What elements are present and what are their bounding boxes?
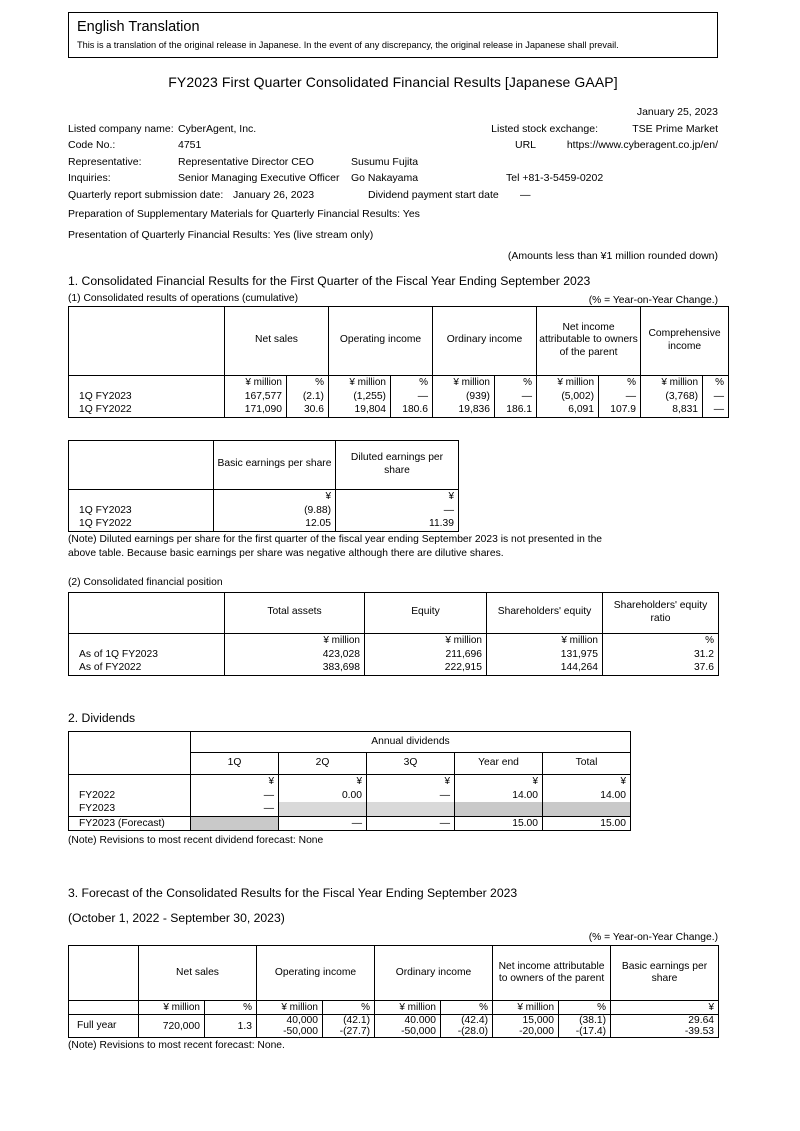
supplementary-materials: Preparation of Supplementary Materials for Quarterly Financial Results: Yes: [68, 208, 420, 220]
table-header-row-quarters: [69, 753, 631, 775]
row-label: FY2023 (Forecast): [69, 816, 191, 830]
row-label: FY2022: [69, 788, 191, 802]
section1-yoy-note: (% = Year-on-Year Change.): [588, 294, 718, 306]
eps-note-line2: above table. Because basic earnings per share was negative although there are dilutive shares.: [68, 548, 504, 559]
url-value[interactable]: https://www.cyberagent.co.jp/en/: [566, 139, 718, 151]
header-operating-income: Operating income: [257, 946, 375, 1001]
cell-net-income-pct: 107.9: [599, 403, 641, 417]
unit-pct-net-income: %: [599, 375, 641, 389]
header-ordinary-income: Ordinary income: [433, 306, 537, 375]
cell-operating-income: 19,804: [329, 403, 391, 417]
unit-yen-operating: ¥ million: [257, 1001, 323, 1015]
row-label: 1Q FY2023: [69, 503, 214, 517]
cell-year-end: 15.00: [455, 816, 543, 830]
cell-q3: —: [367, 788, 455, 802]
representative-title: Representative Director CEO: [178, 155, 314, 168]
header-q3: 3Q: [367, 753, 455, 775]
cell-operating-income-high: -50,000: [283, 1026, 318, 1037]
forecast-note: (Note) Revisions to most recent forecast: None.: [68, 1040, 285, 1051]
cell-equity-ratio: 31.2: [603, 647, 719, 661]
cell-basic-eps-high: -39.53: [684, 1026, 715, 1037]
cell-operating-income-low: 40,000: [286, 1015, 318, 1026]
header-annual-dividends: Annual dividends: [191, 731, 631, 753]
unit-yen-net-income: ¥ million: [537, 375, 599, 389]
table-row: [69, 802, 631, 816]
banner-title: English Translation: [77, 19, 200, 35]
cell-q1: —: [191, 788, 279, 802]
company-label: Listed company name:: [68, 122, 174, 135]
cell-comprehensive: 8,831: [641, 403, 703, 417]
corner-cell: [69, 306, 225, 375]
table-row: [69, 403, 729, 417]
cell-net-sales-pct: 1.3: [205, 1015, 257, 1038]
unit-pct-operating: %: [323, 1001, 375, 1015]
row-label: Full year: [69, 1015, 139, 1038]
results-of-operations-table: [68, 306, 729, 418]
table-row: [69, 816, 631, 830]
exchange-value: TSE Prime Market: [632, 122, 718, 135]
unit-pct-net-income: %: [559, 1001, 611, 1015]
header-net-income-parent: Net income attributable to owners of the parent: [537, 306, 641, 375]
row-label: As of FY2022: [69, 661, 225, 675]
english-translation-banner: [68, 12, 718, 58]
cell-shareholders-equity: 131,975: [487, 647, 603, 661]
dividends-note: (Note) Revisions to most recent dividend forecast: None: [68, 834, 324, 846]
table-row: [69, 503, 459, 517]
unit-pct-comprehensive: %: [703, 375, 729, 389]
company-value: CyberAgent, Inc.: [178, 122, 257, 135]
table-header-row: [69, 306, 729, 375]
cell-ordinary-income: 19,836: [433, 403, 495, 417]
meta-row-code: [68, 137, 718, 154]
table-row: [69, 517, 459, 531]
cell-ordinary-income-high: -50,000: [401, 1026, 436, 1037]
section2-heading: 2. Dividends: [68, 710, 136, 725]
cell-total: 15.00: [543, 816, 631, 830]
section1-sub2: (2) Consolidated financial position: [68, 576, 223, 588]
cell-comprehensive-pct: —: [703, 389, 729, 403]
header-shareholders-equity: Shareholders' equity: [487, 592, 603, 633]
cell-operating-income-pct: 180.6: [391, 403, 433, 417]
meta-row-representative: [68, 154, 718, 171]
cell-q1: —: [191, 802, 279, 816]
section3-yoy-note: (% = Year-on-Year Change.): [588, 932, 718, 943]
dividends-table: [68, 731, 631, 831]
row-label: 1Q FY2022: [69, 403, 225, 417]
dividend-start-label: Dividend payment start date: [368, 188, 499, 201]
cell-operating-income-pct: —: [391, 389, 433, 403]
cell-year-end: 14.00: [455, 788, 543, 802]
header-meta: [68, 104, 718, 265]
cell-diluted-eps: 11.39: [336, 517, 459, 531]
table-row: [69, 647, 719, 661]
units-blank: [69, 489, 214, 503]
units-row: [69, 774, 631, 788]
unit-yen-year-end: ¥: [455, 774, 543, 788]
unit-yen-operating: ¥ million: [329, 375, 391, 389]
code-value: 4751: [178, 139, 202, 151]
cell-total-shaded: [543, 802, 631, 816]
cell-comprehensive: (3,768): [641, 389, 703, 403]
unit-pct-ordinary: %: [441, 1001, 493, 1015]
unit-yen-se: ¥ million: [487, 633, 603, 647]
corner-cell: [69, 592, 225, 633]
cell-equity: 211,696: [365, 647, 487, 661]
cell-basic-eps-low: 29.64: [688, 1015, 715, 1026]
header-net-sales: Net sales: [225, 306, 329, 375]
header-shareholders-equity-ratio: Shareholders' equity ratio: [603, 592, 719, 633]
row-label: As of 1Q FY2023: [69, 647, 225, 661]
cell-net-sales: 720,000: [139, 1015, 205, 1038]
cell-total: 14.00: [543, 788, 631, 802]
cell-ordinary-income-pct-high: -(28.0): [457, 1026, 489, 1037]
meta-row-inquiries: [68, 170, 718, 187]
cell-q2: 0.00: [279, 788, 367, 802]
row-label: 1Q FY2023: [69, 389, 225, 403]
cell-operating-income-pct-high: -(27.7): [339, 1026, 370, 1037]
units-row: [69, 375, 729, 389]
representative-label: Representative:: [68, 155, 142, 168]
inquiries-name: Go Nakayama: [351, 172, 419, 184]
release-date: January 25, 2023: [636, 106, 718, 118]
cell-net-income-pct: —: [599, 389, 641, 403]
cell-net-income-high: -20,000: [519, 1026, 555, 1037]
cell-shareholders-equity: 144,264: [487, 661, 603, 675]
unit-yen-net-sales: ¥ million: [139, 1001, 205, 1015]
cell-net-sales-pct: 30.6: [287, 403, 329, 417]
unit-yen-net-income: ¥ million: [493, 1001, 559, 1015]
cell-net-income-pct-high: -(17.4): [575, 1026, 607, 1037]
units-blank: [69, 774, 191, 788]
section3-period: (October 1, 2022 - September 30, 2023): [68, 911, 285, 925]
cell-operating-income-pct: [323, 1015, 375, 1038]
cell-ordinary-income-pct-low: (42.4): [461, 1015, 489, 1026]
cell-q2: —: [279, 816, 367, 830]
banner-subtitle: This is a translation of the original release in Japanese. In the event of any discrepancy, the original release in Japanese shall prevail.: [77, 40, 619, 50]
table-row: [69, 389, 729, 403]
meta-row-submission: [68, 187, 718, 204]
cell-q2-shaded: [279, 802, 367, 816]
units-row: [69, 489, 459, 503]
unit-yen-diluted: ¥: [336, 489, 459, 503]
telephone: Tel +81-3-5459-0202: [506, 172, 604, 184]
submission-label: Quarterly report submission date:: [68, 188, 224, 201]
submission-value: January 26, 2023: [233, 188, 315, 201]
cell-diluted-eps: —: [336, 503, 459, 517]
cell-ordinary-income-pct: —: [495, 389, 537, 403]
unit-yen-eps: ¥: [611, 1001, 719, 1015]
unit-yen-equity: ¥ million: [365, 633, 487, 647]
table-row: [69, 788, 631, 802]
unit-yen-q2: ¥: [279, 774, 367, 788]
row-label: 1Q FY2022: [69, 517, 214, 531]
cell-net-income: [493, 1015, 559, 1038]
cell-q3: —: [367, 816, 455, 830]
unit-pct-net-sales: %: [287, 375, 329, 389]
url-label: URL: [514, 139, 536, 151]
unit-pct-operating: %: [391, 375, 433, 389]
table-header-row-annual: [69, 731, 631, 753]
dividend-start-value: —: [520, 188, 531, 201]
units-blank: [69, 1001, 139, 1015]
cell-operating-income-pct-low: (42.1): [343, 1015, 370, 1026]
cell-total-assets: 423,028: [225, 647, 365, 661]
table-row: [69, 661, 719, 675]
unit-yen-net-sales: ¥ million: [225, 375, 287, 389]
corner-cell: [69, 731, 191, 753]
section3-heading: 3. Forecast of the Consolidated Results for the Fiscal Year Ending September 2023: [68, 886, 518, 900]
cell-ordinary-income-pct: 186.1: [495, 403, 537, 417]
header-q1: 1Q: [191, 753, 279, 775]
amounts-note: (Amounts less than ¥1 million rounded down): [507, 250, 718, 262]
header-total-assets: Total assets: [225, 592, 365, 633]
header-basic-eps: Basic earnings per share: [611, 946, 719, 1001]
cell-net-income-pct-low: (38.1): [579, 1015, 607, 1026]
cell-ordinary-income: (939): [433, 389, 495, 403]
section1-heading: 1. Consolidated Financial Results for the First Quarter of the Fiscal Year Ending September 2023: [68, 273, 591, 288]
unit-pct-ordinary: %: [495, 375, 537, 389]
units-row: [69, 1001, 719, 1015]
header-net-income-parent: Net income attributable to owners of the parent: [493, 946, 611, 1001]
cell-comprehensive-pct: —: [703, 403, 729, 417]
eps-note-line1: (Note) Diluted earnings per share for the first quarter of the fiscal year ending September 2023 is not presented in the: [68, 533, 603, 545]
table-header-row: [69, 592, 719, 633]
unit-pct-net-sales: %: [205, 1001, 257, 1015]
unit-yen-comprehensive: ¥ million: [641, 375, 703, 389]
meta-row-company: [68, 121, 718, 138]
cell-net-sales: 171,090: [225, 403, 287, 417]
cell-basic-eps: (9.88): [214, 503, 336, 517]
financial-position-table: [68, 592, 719, 676]
units-row: [69, 633, 719, 647]
unit-yen-ordinary: ¥ million: [375, 1001, 441, 1015]
corner-cell-2: [69, 753, 191, 775]
cell-year-end-shaded: [455, 802, 543, 816]
representative-name: Susumu Fujita: [351, 155, 419, 168]
header-total: Total: [543, 753, 631, 775]
unit-yen-ordinary: ¥ million: [433, 375, 495, 389]
units-blank: [69, 375, 225, 389]
unit-pct-ratio: %: [603, 633, 719, 647]
unit-yen-basic: ¥: [214, 489, 336, 503]
cell-operating-income: [257, 1015, 323, 1038]
cell-equity-ratio: 37.6: [603, 661, 719, 675]
presentation-info: Presentation of Quarterly Financial Results: Yes (live stream only): [68, 228, 374, 241]
cell-basic-eps: [611, 1015, 719, 1038]
cell-net-sales: 167,577: [225, 389, 287, 403]
earnings-per-share-table: [68, 440, 459, 532]
exchange-label: Listed stock exchange:: [491, 122, 598, 135]
unit-yen-q3: ¥: [367, 774, 455, 788]
header-diluted-eps: Diluted earnings per share: [336, 440, 459, 489]
header-comprehensive-income: Comprehensive income: [641, 306, 729, 375]
unit-yen-total: ¥: [543, 774, 631, 788]
cell-total-assets: 383,698: [225, 661, 365, 675]
cell-ordinary-income-pct: [441, 1015, 493, 1038]
units-blank: [69, 633, 225, 647]
header-net-sales: Net sales: [139, 946, 257, 1001]
cell-equity: 222,915: [365, 661, 487, 675]
cell-q1-shaded: [191, 816, 279, 830]
header-ordinary-income: Ordinary income: [375, 946, 493, 1001]
unit-yen-total-assets: ¥ million: [225, 633, 365, 647]
section1-sub1: (1) Consolidated results of operations (cumulative): [68, 292, 299, 304]
table-header-row: [69, 946, 719, 1001]
cell-q3-shaded: [367, 802, 455, 816]
forecast-table: [68, 945, 719, 1038]
header-year-end: Year end: [455, 753, 543, 775]
cell-operating-income: (1,255): [329, 389, 391, 403]
cell-ordinary-income-low: 40.000: [404, 1015, 436, 1026]
row-label: FY2023: [69, 802, 191, 816]
header-operating-income: Operating income: [329, 306, 433, 375]
cell-net-income-low: 15,000: [522, 1015, 555, 1026]
unit-yen-q1: ¥: [191, 774, 279, 788]
inquiries-label: Inquiries:: [68, 172, 111, 184]
inquiries-title: Senior Managing Executive Officer: [178, 172, 340, 184]
cell-net-income: (5,002): [537, 389, 599, 403]
table-row: [69, 1015, 719, 1038]
table-header-row: [69, 440, 459, 489]
corner-cell: [69, 440, 214, 489]
cell-net-income-pct: [559, 1015, 611, 1038]
cell-basic-eps: 12.05: [214, 517, 336, 531]
code-label: Code No.:: [68, 139, 116, 151]
cell-ordinary-income: [375, 1015, 441, 1038]
cell-net-sales-pct: (2.1): [287, 389, 329, 403]
header-equity: Equity: [365, 592, 487, 633]
cell-net-income: 6,091: [537, 403, 599, 417]
header-q2: 2Q: [279, 753, 367, 775]
corner-cell: [69, 946, 139, 1001]
header-basic-eps: Basic earnings per share: [214, 440, 336, 489]
page-title: FY2023 First Quarter Consolidated Financial Results [Japanese GAAP]: [168, 74, 618, 90]
